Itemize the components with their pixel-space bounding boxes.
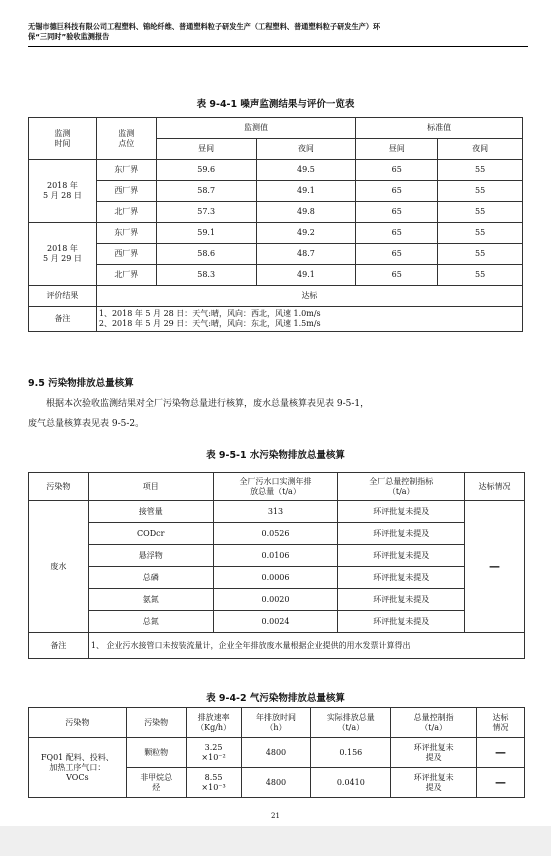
night-value: 49.5 [256,160,356,181]
table-row [29,589,525,611]
point-cell: 东厂界 [96,160,156,181]
th-time: 监测 时间 [29,118,97,160]
actual-cell: 0.0106 [213,545,338,567]
control-cell: 环评批复未提及 [338,523,465,545]
th-standard: 标准值 [356,118,523,139]
header-line-1: 无锡市德巨科技有限公司工程塑料、锦纶纤维、普通塑料粒子研发生产（工程塑料、普通塑料粒子研发生产）环 [28,22,381,31]
time-cell: 4800 [241,738,311,768]
pollutant-cell: 非甲烷总 烃 [126,768,186,798]
th-day: 昼间 [156,139,256,160]
water-pollutant-table [28,472,525,659]
eval-row [29,286,523,307]
item-cell: 接管量 [88,501,213,523]
std-night-value: 55 [438,223,523,244]
header-line-2: 保“三同时”验收监测报告 [28,32,110,41]
th-night: 夜间 [256,139,356,160]
th-status: 达标情况 [465,473,525,501]
control-cell: 环评批复未提及 [338,501,465,523]
note-line-1: 1、2018 年 5 月 28 日：天气:晴，风向：西北，风速 1.0m/s [98,309,321,318]
total-cell: 0.0410 [311,768,391,798]
table-row [29,244,523,265]
date-cell: 2018 年 5 月 28 日 [29,160,97,223]
th-control: 全厂总量控制指标 （t/a） [338,473,465,501]
item-cell: 总氮 [88,611,213,633]
section-heading: 9.5 污染物排放总量核算 [28,378,134,389]
report-header [28,22,528,42]
item-cell: 总磷 [88,567,213,589]
night-value: 49.8 [256,202,356,223]
night-value: 49.1 [256,181,356,202]
item-cell: 悬浮物 [88,545,213,567]
note-row [29,307,523,332]
rate-cell: 8.55 ×10⁻³ [186,768,241,798]
day-value: 58.6 [156,244,256,265]
th-source: 污染物 [29,708,127,738]
std-day-value: 65 [356,202,438,223]
note-text: 1、 企业污水接管口未按装流量计，企业全年排放废水量根据企业提供的用水发票计算得出 [88,633,524,659]
actual-cell: 0.0006 [213,567,338,589]
category-cell: 废水 [29,501,89,633]
table-row [29,611,525,633]
table-row [29,523,525,545]
item-cell: 氨氮 [88,589,213,611]
std-night-value: 55 [438,244,523,265]
control-cell: 环评批复未提及 [338,589,465,611]
table-row [29,265,523,286]
status-cell: — [477,768,525,798]
table-row [29,181,523,202]
std-night-value: 55 [438,202,523,223]
table1-caption: 表 9-4-1 噪声监测结果与评价一览表 [196,99,355,110]
control-cell: 环评批复未 提及 [391,738,477,768]
table2-caption: 表 9-5-1 水污染物排放总量核算 [206,450,345,461]
table-row [29,501,525,523]
th-time: 年排放时间 （h） [241,708,311,738]
pollutant-cell: 颗粒物 [126,738,186,768]
table-row [29,545,525,567]
viewer-bottom-bar [0,826,551,856]
std-day-value: 65 [356,244,438,265]
table3-caption: 表 9-4-2 气污染物排放总量核算 [206,693,345,704]
point-cell: 西厂界 [96,244,156,265]
source-cell: FQ01 配料、投料、 加热工序气口： VOCs [29,738,127,798]
noise-table [28,117,523,332]
th-status: 达标 情况 [477,708,525,738]
paragraph-line-1: 根据本次验收监测结果对全厂污染物总量进行核算，废水总量核算表见表 9-5-1， [46,399,370,409]
control-cell: 环评批复未 提及 [391,768,477,798]
std-day-value: 65 [356,160,438,181]
air-pollutant-table [28,707,525,798]
table-row [29,567,525,589]
time-cell: 4800 [241,768,311,798]
day-value: 58.3 [156,265,256,286]
table-row [29,160,523,181]
th-rate: 排放速率 （Kg/h） [186,708,241,738]
th-std-night: 夜间 [438,139,523,160]
eval-value: 达标 [96,286,522,307]
total-cell: 0.156 [311,738,391,768]
paragraph-line-2: 废气总量核算表见表 9-5-2。 [28,419,145,429]
th-total: 实际排放总量 （t/a） [311,708,391,738]
status-cell: — [477,738,525,768]
th-std-day: 昼间 [356,139,438,160]
point-cell: 东厂界 [96,223,156,244]
th-actual: 全厂污水口实测年排 放总量（t/a） [213,473,338,501]
actual-cell: 0.0020 [213,589,338,611]
table-row [29,223,523,244]
control-cell: 环评批复未提及 [338,567,465,589]
point-cell: 北厂界 [96,265,156,286]
note-line-2: 2、2018 年 5 月 29 日：天气:晴，风向：东北，风速 1.5m/s [98,319,321,328]
header-rule [28,46,528,47]
point-cell: 北厂界 [96,202,156,223]
note-text [96,307,522,332]
std-day-value: 65 [356,223,438,244]
day-value: 58.7 [156,181,256,202]
rate-cell: 3.25 ×10⁻² [186,738,241,768]
eval-label: 评价结果 [29,286,97,307]
std-night-value: 55 [438,160,523,181]
point-cell: 西厂界 [96,181,156,202]
table-row [29,738,525,768]
note-label: 备注 [29,307,97,332]
std-day-value: 65 [356,181,438,202]
day-value: 59.1 [156,223,256,244]
actual-cell: 0.0526 [213,523,338,545]
item-cell: CODcr [88,523,213,545]
night-value: 49.1 [256,265,356,286]
th-point: 监测 点位 [96,118,156,160]
th-control: 总量控制指 （t/a） [391,708,477,738]
std-day-value: 65 [356,265,438,286]
note-label: 备注 [29,633,89,659]
th-measured: 监测值 [156,118,356,139]
actual-cell: 313 [213,501,338,523]
control-cell: 环评批复未提及 [338,545,465,567]
actual-cell: 0.0024 [213,611,338,633]
std-night-value: 55 [438,265,523,286]
day-value: 59.6 [156,160,256,181]
day-value: 57.3 [156,202,256,223]
th-pollutant: 污染物 [29,473,89,501]
page-number: 21 [271,812,280,820]
table-row [29,202,523,223]
std-night-value: 55 [438,181,523,202]
date-cell: 2018 年 5 月 29 日 [29,223,97,286]
th-item: 项目 [88,473,213,501]
control-cell: 环评批复未提及 [338,611,465,633]
th-pollutant: 污染物 [126,708,186,738]
night-value: 49.2 [256,223,356,244]
night-value: 48.7 [256,244,356,265]
note-row [29,633,525,659]
status-cell: — [465,501,525,633]
